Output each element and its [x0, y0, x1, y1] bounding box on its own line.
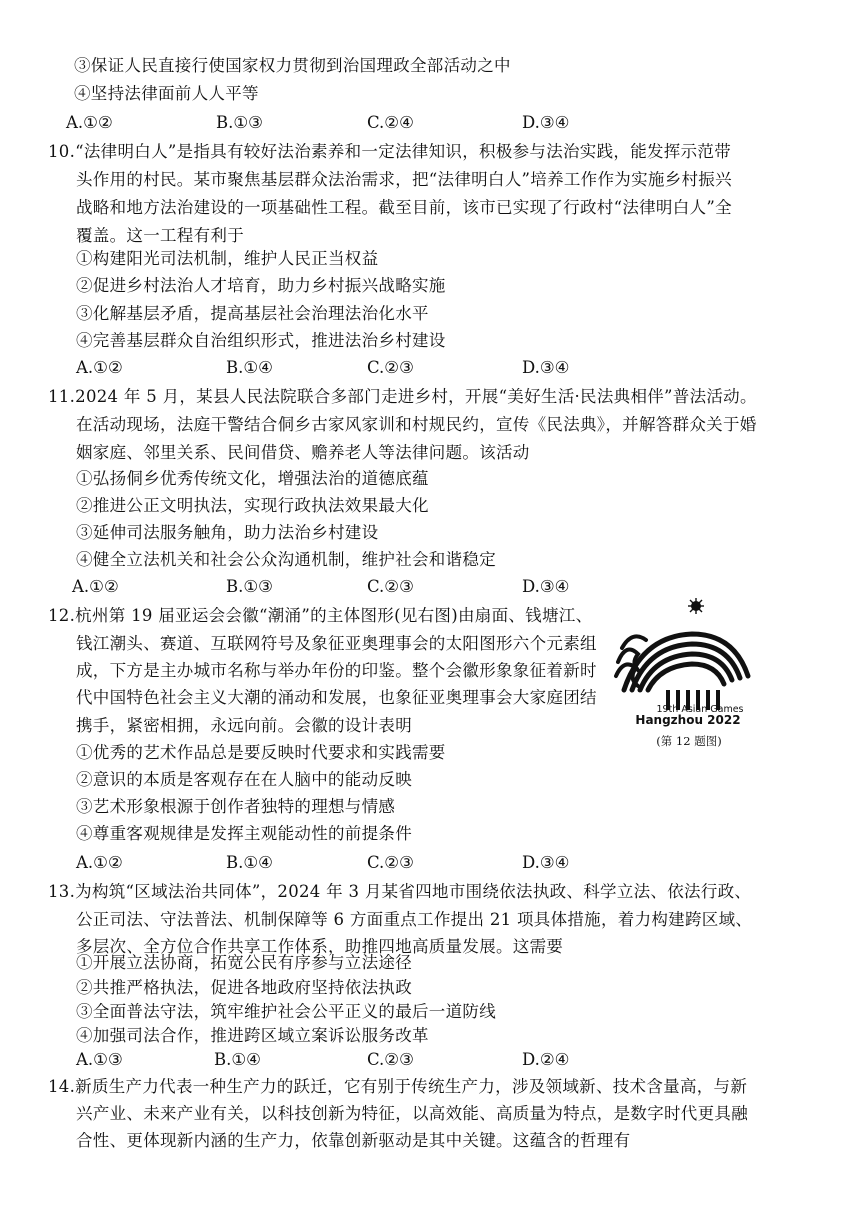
q10-option-1: ①构建阳光司法机制，维护人民正当权益: [76, 249, 379, 268]
q11-stem-line: 在活动现场，法庭干警结合侗乡古家风家训和村规民约，宣传《民法典》，并解答群众关于婚: [76, 415, 757, 434]
choice-c: C.②③: [367, 853, 414, 872]
tide-emblem-icon: [612, 598, 762, 728]
choice-d: D.③④: [522, 113, 570, 132]
q12-option-3: ③艺术形象根源于创作者独特的理想与情感: [76, 797, 396, 816]
logo-text-city: Hangzhou 2022: [635, 713, 741, 727]
q12-stem-line: 代中国特色社会主义大潮的涌动和发展，也象征亚奥理事会大家庭团结: [76, 688, 597, 707]
asian-games-logo-figure: [612, 598, 762, 750]
q10-stem-line: 10.“法律明白人”是指具有较好法治素养和一定法律知识，积极参与法治实践，能发挥示范带: [48, 142, 732, 161]
q13-stem-line: 公正司法、守法普法、机制保障等 6 方面重点工作提出 21 项具体措施，着力构建跨区域、: [76, 910, 753, 929]
choice-c: C.②④: [367, 113, 414, 132]
q13-option-3: ③全面普法守法，筑牢维护社会公平正义的最后一道防线: [76, 1002, 496, 1021]
q14-stem-line: 合性、更体现新内涵的生产力，依靠创新驱动是其中关键。这蕴含的哲理有: [76, 1131, 631, 1150]
q11-stem-line: 姻家庭、邻里关系、民间借贷、赡养老人等法律问题。该活动: [76, 443, 530, 462]
choice-b: B.①③: [216, 113, 263, 132]
q13-stem-line: 多层次、全方位合作共享工作体系，助推四地高质量发展。这需要: [76, 937, 564, 956]
q13-option-4: ④加强司法合作，推进跨区域立案诉讼服务改革: [76, 1026, 429, 1045]
q10-option-4: ④完善基层群众自治组织形式，推进法治乡村建设: [76, 331, 446, 350]
q10-option-2: ②促进乡村法治人才培育，助力乡村振兴战略实施: [76, 276, 446, 295]
choice-a: A.①②: [76, 358, 123, 377]
choice-a: A.①②: [66, 113, 113, 132]
q12-option-1: ①优秀的艺术作品总是要反映时代要求和实践需要: [76, 743, 446, 762]
choice-b: B.①④: [226, 853, 273, 872]
q9-option-3: ③保证人民直接行使国家权力贯彻到治国理政全部活动之中: [74, 56, 511, 75]
choice-d: D.③④: [522, 853, 570, 872]
q10-stem-line: 战略和地方法治建设的一项基础性工程。截至目前，该市已实现了行政村“法律明白人”全: [76, 198, 732, 217]
choice-c: C.②③: [367, 577, 414, 596]
q9-option-4: ④坚持法律面前人人平等: [74, 84, 259, 103]
choice-b: B.①③: [226, 577, 273, 596]
q12-stem-line: 钱江潮头、赛道、互联网符号及象征亚奥理事会的太阳图形六个元素组: [76, 634, 597, 653]
q11-option-2: ②推进公正文明执法，实现行政执法效果最大化: [76, 496, 429, 515]
choice-d: D.③④: [522, 577, 570, 596]
q11-option-3: ③延伸司法服务触角，助力法治乡村建设: [76, 523, 379, 542]
q12-stem-line: 12.杭州第 19 届亚运会会徽“潮涌”的主体图形(见右图)由扇面、钱塘江、: [48, 606, 593, 625]
q12-stem-line: 携手，紧密相拥，永远向前。会徽的设计表明: [76, 716, 412, 735]
q13-stem-line: 13.为构筑“区域法治共同体”，2024 年 3 月某省四地市围绕依法执政、科学立法、依法行政、: [48, 882, 752, 901]
q10-stem-line: 头作用的村民。某市聚焦基层群众法治需求，把“法律明白人”培养工作作为实施乡村振兴: [76, 170, 732, 189]
q12-stem-line: 成，下方是主办城市名称与举办年份的印鉴。整个会徽形象象征着新时: [76, 661, 597, 680]
figure-caption: (第 12 题图): [656, 734, 722, 748]
q13-option-1: ①开展立法协商，拓宽公民有序参与立法途径: [76, 953, 412, 972]
logo-text-games: 19th Asian Games: [656, 704, 744, 715]
q10-stem-line: 覆盖。这一工程有利于: [76, 226, 244, 245]
choice-d: D.②④: [522, 1050, 570, 1069]
q14-stem-line: 14.新质生产力代表一种生产力的跃迁，它有别于传统生产力，涉及领域新、技术含量高，与新: [48, 1077, 748, 1096]
choice-c: C.②③: [367, 358, 414, 377]
q14-stem-line: 兴产业、未来产业有关，以科技创新为特征，以高效能、高质量为特点，是数字时代更具融: [76, 1104, 748, 1123]
q11-option-1: ①弘扬侗乡优秀传统文化，增强法治的道德底蕴: [76, 469, 429, 488]
q11-option-4: ④健全立法机关和社会公众沟通机制，维护社会和谐稳定: [76, 550, 496, 569]
choice-a: A.①②: [72, 577, 119, 596]
q12-option-4: ④尊重客观规律是发挥主观能动性的前提条件: [76, 824, 412, 843]
choice-a: A.①②: [76, 853, 123, 872]
choice-b: B.①④: [214, 1050, 261, 1069]
q10-option-3: ③化解基层矛盾，提高基层社会治理法治化水平: [76, 304, 429, 323]
q12-option-2: ②意识的本质是客观存在在人脑中的能动反映: [76, 770, 412, 789]
choice-d: D.③④: [522, 358, 570, 377]
choice-a: A.①③: [76, 1050, 123, 1069]
q11-stem-line: 11.2024 年 5 月，某县人民法院联合多部门走进乡村，开展“美好生活·民法典相伴”普法活动。: [48, 387, 757, 406]
sun-icon: [688, 598, 704, 614]
choice-c: C.②③: [367, 1050, 414, 1069]
choice-b: B.①④: [226, 358, 273, 377]
q13-option-2: ②共推严格执法，促进各地政府坚持依法执政: [76, 978, 412, 997]
